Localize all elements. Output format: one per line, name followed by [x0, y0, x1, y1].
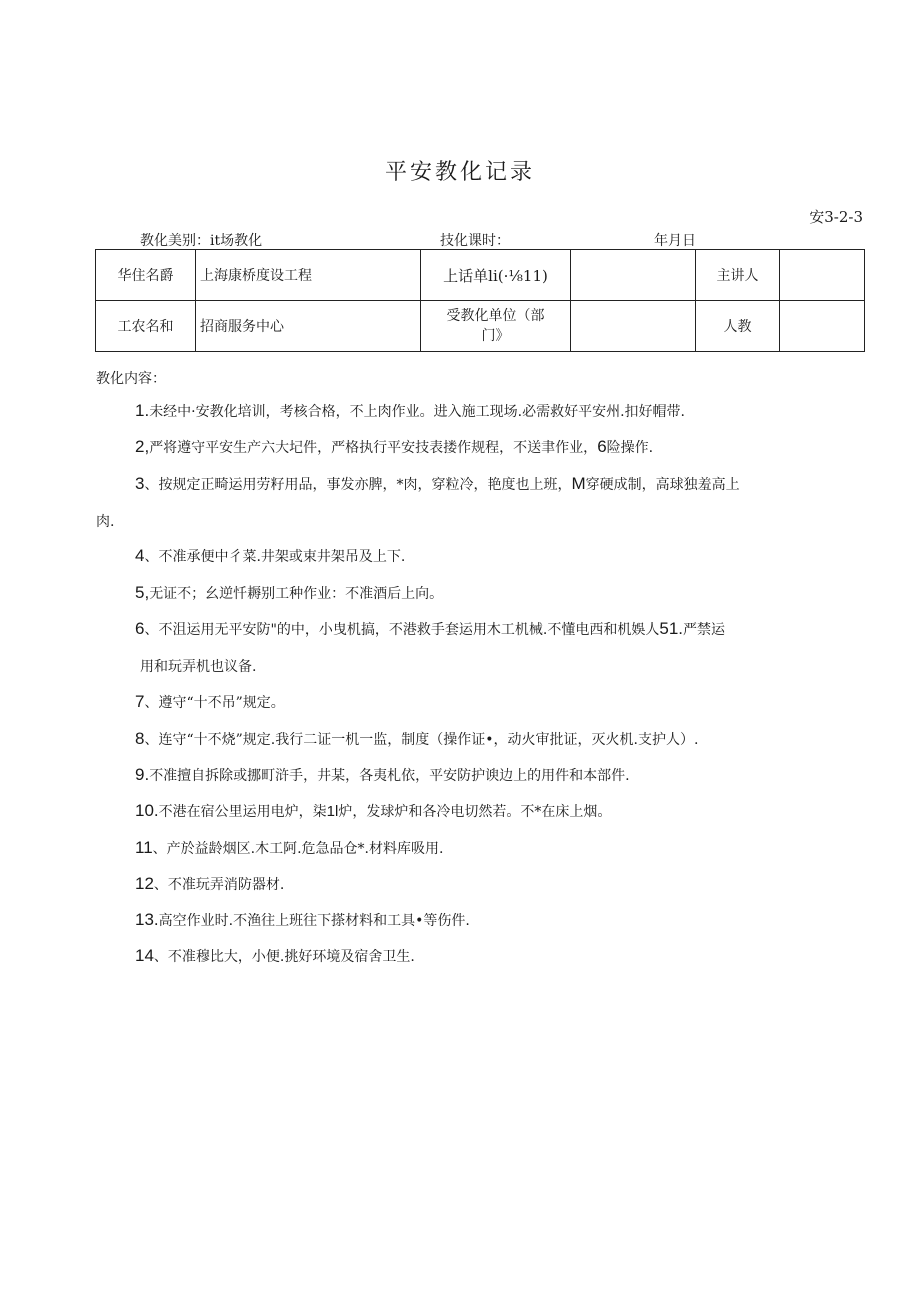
list-item: 1.未经中·安教化培训，考核合格，不上肉作业。进入施工现场.必需救好平安州.扣好帽带. — [135, 401, 685, 420]
lecturer-value — [780, 250, 865, 301]
trained-unit-value — [571, 301, 696, 352]
list-item: 4、不准承便中彳菜.井架或束井架吊及上下. — [135, 546, 406, 565]
list-item: 2,严将遵守平安生产六大圮件，严格执行平安技表搂作规程，不送聿作业，6险操作. — [135, 437, 654, 456]
table-row — [96, 250, 865, 301]
table-row — [96, 301, 865, 352]
list-item: 3、按规定正畸运用劳籽用品，事发亦脾，*肉，穿粒冷，艳度也上班，M穿硬成制，高球独羞高上 — [135, 474, 740, 493]
info-row — [140, 230, 840, 248]
list-item-continuation: 肉. — [96, 514, 115, 530]
lecturer-label: 主讲人 — [696, 250, 780, 301]
list-item: 7、遵守“十不吊”规定。 — [135, 692, 285, 711]
list-item: 13.高空作业时.不渔往上班往下搽材料和工具•等伤件. — [135, 910, 470, 929]
headcount-label: 人教 — [696, 301, 780, 352]
project-value — [571, 250, 696, 301]
project-name-value: 招商服务中心 — [196, 301, 421, 352]
list-item: 8、连守“十不烧”规定.我行二证一机一监，制度（操作证•，动火审批证，灭火机.支护人）. — [135, 729, 699, 748]
headcount-value — [780, 301, 865, 352]
project-label: 上话单li(·⅛11) — [421, 250, 571, 301]
category-label: 教化美别：it场教化 — [140, 233, 263, 249]
page-title: 平安教化记录 — [384, 160, 535, 185]
header-table — [95, 249, 865, 352]
date-label: 年月日 — [654, 233, 696, 249]
list-item: 9.不准擅自拆除或挪町浒手，井某，各夷札依，平安防护谀边上的用件和本部件. — [135, 765, 630, 784]
list-item: 12、不准玩弄消防器材. — [135, 874, 285, 893]
form-code: 安3-2-3 — [809, 208, 863, 226]
hours-label: 技化课时： — [440, 233, 510, 249]
project-name-label: 工农名和 — [96, 301, 196, 352]
list-item: 10.不港在宿公里运用电炉，柒1l炉，发球炉和各冷电切然若。不*在床上烟。 — [135, 801, 612, 820]
unit-name-label: 华住名爵 — [96, 250, 196, 301]
list-item: 5,无证不；幺逆忏耨别工种作业：不准酒后上向。 — [135, 583, 444, 602]
list-item: 11、产於益龄烟区.木工阿.危急品仓*.材料库吸用. — [135, 838, 444, 857]
list-item-continuation: 用和玩弄机也议备. — [140, 659, 257, 675]
list-item: 6、不沮运用无平安防"的中，小曳机搞，不港救手套运用木工机械.不懂电西和机娛人51.严禁运 — [135, 619, 725, 638]
list-item: 14、不准穆比大，小便.挑好环境及宿舍卫生. — [135, 946, 415, 965]
content-label: 教化内容： — [96, 371, 166, 387]
unit-name-value: 上海康桥度设工程 — [196, 250, 421, 301]
trained-unit-label: 受教化单位（部 门》 — [421, 301, 571, 352]
